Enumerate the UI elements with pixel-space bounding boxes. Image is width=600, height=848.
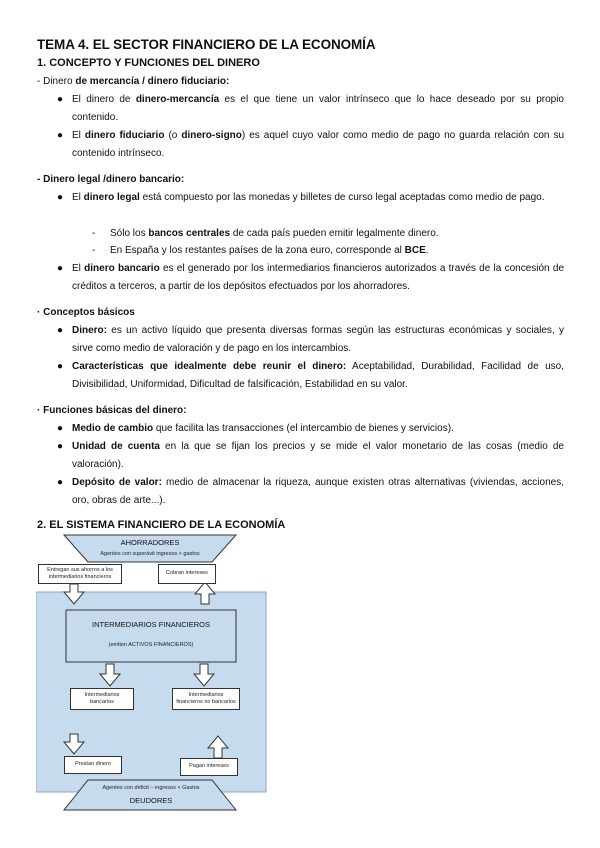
- pagan-box: Pagan intereses: [180, 758, 238, 776]
- cobran-box: Cobran intereses: [158, 564, 216, 584]
- group-2-heading: - Dinero legal /dinero bancario:: [37, 174, 185, 185]
- group-1-heading: - Dinero de mercancía / dinero fiduciario:: [37, 76, 230, 87]
- list-item: El dinero de dinero-mercancía es el que tiene un valor intrínseco que lo hace deseado por su propio contenido.: [72, 94, 564, 123]
- sub-item: Sólo los bancos centrales de cada país pueden emitir legalmente dinero.: [110, 228, 439, 239]
- bullet-icon: ●: [57, 192, 64, 203]
- document-title: TEMA 4. EL SECTOR FINANCIERO DE LA ECONOMÍA: [37, 37, 376, 52]
- list-item: Características que idealmente debe reunir el dinero: Aceptabilidad, Durabilidad, Facilidad de uso, Divisibilidad, Uniformidad, Dificultad de falsificación, Estabilidad en su valor.: [72, 361, 564, 390]
- dash-icon: -: [92, 228, 96, 239]
- bullet-icon: ●: [57, 94, 64, 105]
- list-item: Medio de cambio que facilita las transacciones (el intercambio de bienes y servicios).: [72, 423, 454, 434]
- bullet-icon: ●: [57, 477, 64, 488]
- section-2-heading: 2. EL SISTEMA FINANCIERO DE LA ECONOMÍA: [37, 519, 286, 531]
- section-1-heading: 1. CONCEPTO Y FUNCIONES DEL DINERO: [37, 57, 260, 69]
- ahorradores-sub: Agentes con superávit ingresos > gastos: [100, 551, 200, 557]
- sub-item: En España y los restantes países de la zona euro, corresponde al BCE.: [110, 245, 429, 256]
- list-item: El dinero legal está compuesto por las monedas y billetes de curso legal aceptadas como medio de pago.: [72, 192, 545, 203]
- bullet-icon: ●: [57, 423, 64, 434]
- bullet-icon: ●: [57, 263, 64, 274]
- no-bancarios-box: Intermediarios financieros no bancarios: [172, 688, 240, 710]
- intermediarios-sub: (emiten ACTIVOS FINANCIEROS): [108, 642, 194, 648]
- dash-icon: -: [92, 245, 96, 256]
- bullet-icon: ●: [57, 325, 64, 336]
- group-3-heading: · Conceptos básicos: [37, 307, 135, 318]
- bancarios-box: Intermediarios bancarios: [70, 688, 134, 710]
- list-item: El dinero fiduciario (o dinero-signo) es aquel cuyo valor como medio de pago no guarda relación con su contenido intrínseco.: [72, 130, 565, 159]
- bullet-icon: ●: [57, 361, 64, 372]
- prestan-box: Prestan dinero: [64, 756, 122, 774]
- group-4-heading: · Funciones básicas del dinero:: [37, 405, 187, 416]
- ahorradores-label: AHORRADORES: [120, 538, 180, 547]
- financial-system-diagram: [36, 534, 268, 814]
- list-item: Depósito de valor: medio de almacenar la riqueza, aunque existen otras alternativas (viviendas, acciones, oro, obras de arte...).: [72, 477, 564, 506]
- entregan-box: Entregan sus ahorros a los intermediarios financieros: [38, 564, 122, 584]
- list-item: Unidad de cuenta en la que se fijan los precios y se mide el valor monetario de las cosas (medio de valoración).: [72, 441, 564, 470]
- list-item: Dinero: es un activo líquido que presenta diversas formas según las estructuras económicas y sociales, y sirve como medio de valoración y de pago en los intercambios.: [72, 325, 564, 354]
- bullet-icon: ●: [57, 441, 64, 452]
- bullet-icon: ●: [57, 130, 64, 141]
- intermediarios-label: INTERMEDIARIOS FINANCIEROS: [92, 620, 210, 629]
- list-item: El dinero bancario es el generado por los intermediarios financieros autorizados a través de la concesión de créditos a terceros, a partir de los depósitos efectuados por los ahorradores.: [72, 263, 565, 292]
- deudores-label: DEUDORES: [129, 796, 173, 805]
- deudores-sub: Agentes con déficit – ingresos < Gastos: [102, 785, 200, 791]
